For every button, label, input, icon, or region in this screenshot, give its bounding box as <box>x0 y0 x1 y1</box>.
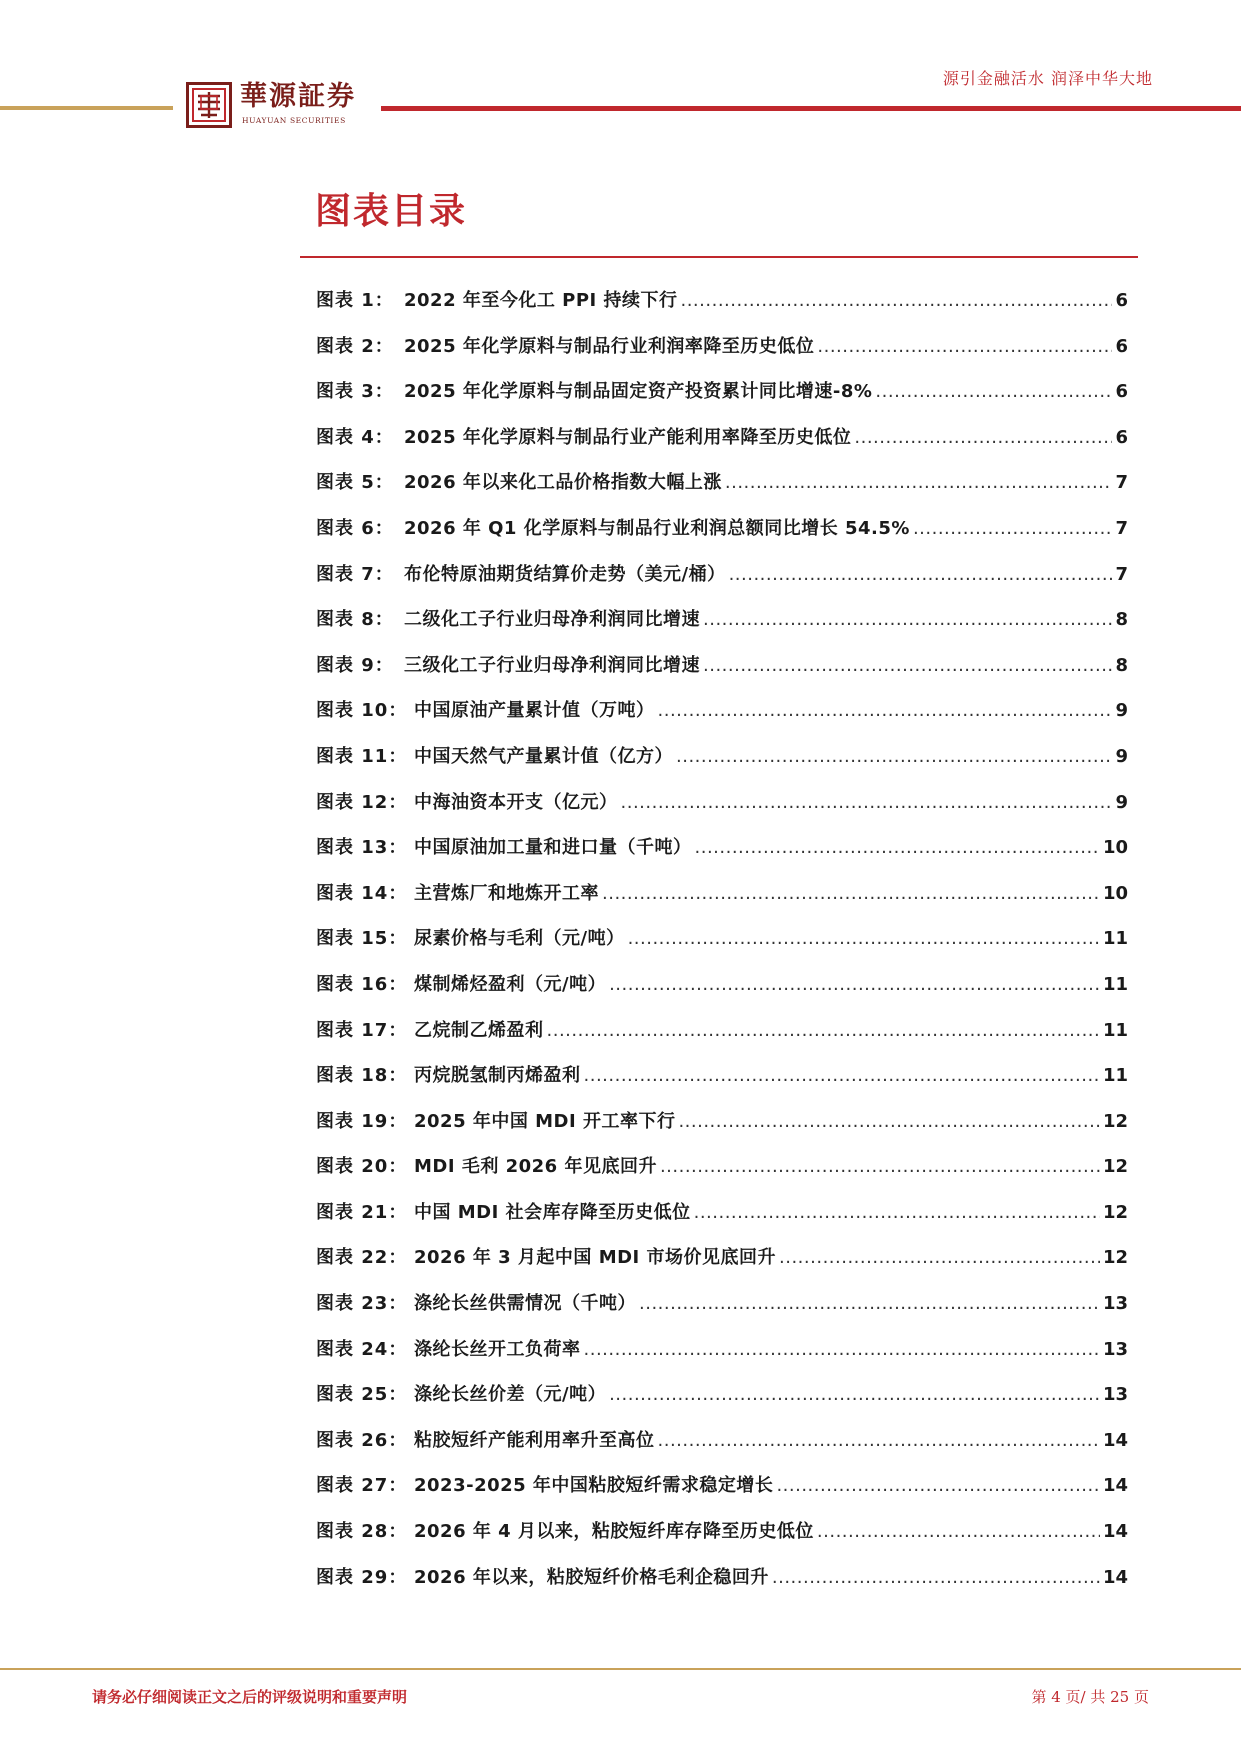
toc-leader-dots <box>676 743 1112 771</box>
toc-entry-label: 图表 26： <box>316 1429 408 1451</box>
toc-entry-label: 图表 24： <box>316 1338 408 1360</box>
toc-entry-label: 图表 21： <box>316 1201 408 1223</box>
toc-leader-dots <box>658 697 1113 725</box>
toc-entry-label: 图表 6： <box>316 517 394 539</box>
toc-entry[interactable] <box>316 424 1128 470</box>
toc-entry-title: 2025 年化学原料与制品固定资产投资累计同比增速-8% <box>404 381 873 403</box>
title-divider <box>300 256 1138 258</box>
figure-index-list <box>316 287 1128 1609</box>
toc-entry[interactable] <box>316 789 1128 835</box>
page-title: 图表目录 <box>315 191 468 232</box>
toc-entry[interactable] <box>316 333 1128 379</box>
toc-entry-title: 2025 年中国 MDI 开工率下行 <box>414 1110 676 1132</box>
header-divider-red <box>381 106 1241 111</box>
toc-entry-label: 图表 27： <box>316 1475 408 1497</box>
toc-entry-page: 13 <box>1102 1384 1128 1406</box>
toc-entry-page: 11 <box>1102 928 1128 950</box>
toc-entry[interactable] <box>316 880 1128 926</box>
footer-disclaimer: 请务必仔细阅读正文之后的评级说明和重要声明 <box>92 1688 408 1706</box>
toc-entry[interactable] <box>316 925 1128 971</box>
toc-entry-title: 丙烷脱氢制丙烯盈利 <box>414 1065 581 1087</box>
toc-leader-dots <box>854 424 1112 452</box>
toc-leader-dots <box>639 1290 1100 1318</box>
toc-entry-label: 图表 1： <box>316 290 394 311</box>
toc-entry-title: 中国原油加工量和进口量（千吨） <box>414 837 692 859</box>
toc-entry-page: 7 <box>1115 472 1128 494</box>
toc-entry[interactable] <box>316 697 1128 743</box>
toc-entry-title: 2022 年至今化工 PPI 持续下行 <box>404 290 678 311</box>
toc-entry-page: 6 <box>1115 426 1128 448</box>
toc-entry-title: 尿素价格与毛利（元/吨） <box>414 928 625 950</box>
toc-entry-label: 图表 20： <box>316 1156 408 1178</box>
toc-entry[interactable] <box>316 1062 1128 1108</box>
toc-leader-dots <box>695 834 1100 862</box>
toc-entry-label: 图表 4： <box>316 426 394 448</box>
toc-entry[interactable] <box>316 743 1128 789</box>
toc-entry-title: 2025 年化学原料与制品行业利润率降至历史低位 <box>404 335 815 357</box>
toc-entry[interactable] <box>316 1427 1128 1473</box>
toc-entry-page: 10 <box>1102 837 1128 859</box>
toc-leader-dots <box>703 652 1112 680</box>
toc-entry-label: 图表 16： <box>316 973 408 995</box>
toc-entry[interactable] <box>316 287 1128 333</box>
toc-entry[interactable] <box>316 1153 1128 1199</box>
toc-entry-page: 11 <box>1102 1019 1128 1041</box>
toc-entry-page: 11 <box>1102 1065 1128 1087</box>
toc-entry-page: 6 <box>1115 290 1128 311</box>
toc-entry-label: 图表 10： <box>316 700 408 722</box>
toc-entry-label: 图表 14： <box>316 882 408 904</box>
toc-leader-dots <box>547 1017 1100 1045</box>
toc-entry-label: 图表 7： <box>316 563 394 585</box>
toc-entry[interactable] <box>316 1381 1128 1427</box>
toc-entry-title: 2026 年 4 月以来，粘胶短纤库存降至历史低位 <box>414 1521 814 1543</box>
toc-entry-page: 12 <box>1102 1156 1128 1178</box>
toc-entry[interactable] <box>316 971 1128 1017</box>
toc-leader-dots <box>660 1153 1100 1181</box>
toc-entry-title: 主营炼厂和地炼开工率 <box>414 882 599 904</box>
toc-entry[interactable] <box>316 606 1128 652</box>
toc-entry-page: 10 <box>1102 882 1128 904</box>
toc-entry[interactable] <box>316 561 1128 607</box>
toc-entry-label: 图表 2： <box>316 335 394 357</box>
toc-entry[interactable] <box>316 1017 1128 1063</box>
toc-entry-title: MDI 毛利 2026 年见底回升 <box>414 1156 657 1178</box>
toc-leader-dots <box>602 880 1100 908</box>
toc-entry-label: 图表 29： <box>316 1566 408 1588</box>
toc-entry-title: 2026 年 3 月起中国 MDI 市场价见底回升 <box>414 1247 777 1269</box>
huayuan-seal-icon <box>186 82 232 128</box>
toc-entry-label: 图表 19： <box>316 1110 408 1132</box>
toc-entry-title: 2026 年以来，粘胶短纤价格毛利企稳回升 <box>414 1566 769 1588</box>
toc-entry-title: 三级化工子行业归母净利润同比增速 <box>404 654 700 676</box>
toc-entry-page: 12 <box>1102 1247 1128 1269</box>
toc-leader-dots <box>609 971 1100 999</box>
toc-entry-page: 9 <box>1115 700 1128 722</box>
toc-entry-label: 图表 5： <box>316 472 394 494</box>
toc-entry-label: 图表 22： <box>316 1247 408 1269</box>
toc-entry-page: 14 <box>1102 1475 1128 1497</box>
toc-entry-page: 8 <box>1115 654 1128 676</box>
toc-entry-label: 图表 8： <box>316 609 394 631</box>
toc-entry-title: 2026 年以来化工品价格指数大幅上涨 <box>404 472 722 494</box>
toc-entry-title: 中国原油产量累计值（万吨） <box>414 700 655 722</box>
toc-entry[interactable] <box>316 1199 1128 1245</box>
toc-entry-label: 图表 28： <box>316 1521 408 1543</box>
header-divider-gold <box>0 106 173 110</box>
toc-entry[interactable] <box>316 1108 1128 1154</box>
toc-leader-dots <box>584 1336 1100 1364</box>
toc-entry-title: 2023-2025 年中国粘胶短纤需求稳定增长 <box>414 1475 774 1497</box>
toc-leader-dots <box>609 1381 1100 1409</box>
footer-divider <box>0 1668 1241 1670</box>
toc-leader-dots <box>628 925 1100 953</box>
toc-entry-title: 涤纶长丝价差（元/吨） <box>414 1384 607 1406</box>
toc-leader-dots <box>817 1518 1100 1546</box>
toc-entry-title: 2026 年 Q1 化学原料与制品行业利润总额同比增长 54.5% <box>404 517 910 539</box>
toc-leader-dots <box>584 1062 1100 1090</box>
toc-entry[interactable] <box>316 1518 1128 1564</box>
toc-entry-page: 13 <box>1102 1338 1128 1360</box>
toc-entry[interactable] <box>316 1336 1128 1382</box>
header-slogan: 源引金融活水 润泽中华大地 <box>942 69 1153 88</box>
toc-entry-title: 二级化工子行业归母净利润同比增速 <box>404 609 700 631</box>
toc-leader-dots <box>817 333 1112 361</box>
toc-entry-title: 涤纶长丝开工负荷率 <box>414 1338 581 1360</box>
toc-entry-title: 中海油资本开支（亿元） <box>414 791 618 813</box>
toc-entry[interactable] <box>316 1472 1128 1518</box>
toc-entry-page: 6 <box>1115 381 1128 403</box>
toc-entry-page: 7 <box>1115 563 1128 585</box>
toc-entry-label: 图表 23： <box>316 1293 408 1315</box>
toc-entry-page: 14 <box>1102 1429 1128 1451</box>
toc-entry[interactable] <box>316 834 1128 880</box>
company-logo <box>186 80 376 134</box>
toc-leader-dots <box>621 789 1113 817</box>
toc-leader-dots <box>779 1244 1100 1272</box>
toc-leader-dots <box>772 1564 1100 1592</box>
toc-entry-title: 中国 MDI 社会库存降至历史低位 <box>414 1201 691 1223</box>
toc-leader-dots <box>725 469 1113 497</box>
toc-entry-label: 图表 17： <box>316 1019 408 1041</box>
toc-entry[interactable] <box>316 652 1128 698</box>
toc-entry-title: 涤纶长丝供需情况（千吨） <box>414 1293 636 1315</box>
toc-entry[interactable] <box>316 1290 1128 1336</box>
toc-entry[interactable] <box>316 515 1128 561</box>
toc-entry-page: 12 <box>1102 1110 1128 1132</box>
toc-entry-label: 图表 9： <box>316 654 394 676</box>
toc-entry-label: 图表 12： <box>316 791 408 813</box>
toc-entry[interactable] <box>316 469 1128 515</box>
toc-leader-dots <box>678 1108 1099 1136</box>
toc-entry-label: 图表 13： <box>316 837 408 859</box>
toc-leader-dots <box>658 1427 1100 1455</box>
toc-entry-page: 7 <box>1115 517 1128 539</box>
toc-entry-page: 12 <box>1102 1201 1128 1223</box>
toc-leader-dots <box>729 561 1113 589</box>
toc-entry-title: 乙烷制乙烯盈利 <box>414 1019 544 1041</box>
toc-entry-page: 8 <box>1115 609 1128 631</box>
toc-leader-dots <box>913 515 1113 543</box>
logo-chinese-name: 華源証券 <box>240 81 356 112</box>
toc-leader-dots <box>703 606 1112 634</box>
toc-entry[interactable] <box>316 1564 1128 1610</box>
toc-entry-title: 2025 年化学原料与制品行业产能利用率降至历史低位 <box>404 426 852 448</box>
toc-entry-page: 13 <box>1102 1293 1128 1315</box>
toc-entry-page: 14 <box>1102 1566 1128 1588</box>
toc-entry-label: 图表 15： <box>316 928 408 950</box>
toc-leader-dots <box>875 378 1112 406</box>
toc-entry-title: 布伦特原油期货结算价走势（美元/桶） <box>404 563 726 585</box>
toc-entry-title: 粘胶短纤产能利用率升至高位 <box>414 1429 655 1451</box>
toc-entry[interactable] <box>316 378 1128 424</box>
toc-leader-dots <box>694 1199 1100 1227</box>
logo-english-name: HUAYUAN SECURITIES <box>242 116 346 125</box>
toc-entry-page: 9 <box>1115 745 1128 767</box>
toc-entry-label: 图表 11： <box>316 745 408 767</box>
toc-entry-page: 6 <box>1115 335 1128 357</box>
toc-entry-page: 14 <box>1102 1521 1128 1543</box>
toc-entry-label: 图表 18： <box>316 1065 408 1087</box>
toc-entry-page: 11 <box>1102 973 1128 995</box>
toc-entry[interactable] <box>316 1244 1128 1290</box>
toc-leader-dots <box>776 1472 1100 1500</box>
toc-entry-label: 图表 3： <box>316 381 394 403</box>
toc-entry-title: 中国天然气产量累计值（亿方） <box>414 745 673 767</box>
toc-entry-title: 煤制烯烃盈利（元/吨） <box>414 973 607 995</box>
footer-page-number: 第 4 页/ 共 25 页 <box>1031 1688 1149 1706</box>
toc-entry-label: 图表 25： <box>316 1384 408 1406</box>
toc-entry-page: 9 <box>1115 791 1128 813</box>
toc-leader-dots <box>680 287 1112 315</box>
